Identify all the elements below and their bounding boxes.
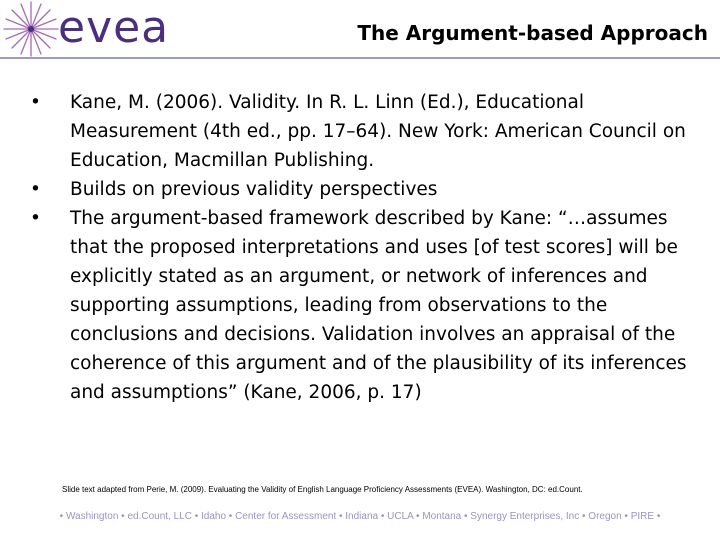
bullet-marker: • [30,92,41,113]
list-item [28,204,688,407]
logo-wordmark: evea [58,2,170,53]
header-divider [0,57,720,59]
bullet-text: Kane, M. (2006). Validity. In R. L. Linn (Ed.), Educational Measurement (4th ed., pp. 17–64). New York: American Council on Education, Macmillan Publishing. [70,92,686,171]
bullet-list [28,88,688,407]
bullet-text: Builds on previous validity perspectives [70,179,438,200]
bullet-marker: • [30,208,41,229]
starburst-icon [0,0,62,58]
partner-footer: • Washington • ed.Count, LLC • Idaho • Center for Assessment • Indiana • UCLA • Montana • Synergy Enterprises, Inc • Oregon • PIRE • [59,511,661,522]
list-item [28,175,688,204]
bullet-marker: • [30,179,41,200]
evea-logo [0,0,175,58]
bullet-text: The argument-based framework described by Kane: “…assumes that the proposed interpretations and uses [of test scores] will be explicitly stated as an argument, or network of inferences and supporting assumptions, leading from observations to the conclusions and decisions. Validation involves an appraisal of the coherence of this argument and of the plausibility of its inferences and assumptions” (Kane, 2006, p. 17) [70,208,687,403]
list-item [28,88,688,175]
page-title: The Argument-based Approach [357,21,708,45]
source-footnote: Slide text adapted from Perie, M. (2009). Evaluating the Validity of English Language Proficiency Assessments (EVEA). Washington, DC: ed.Count. [62,485,583,494]
